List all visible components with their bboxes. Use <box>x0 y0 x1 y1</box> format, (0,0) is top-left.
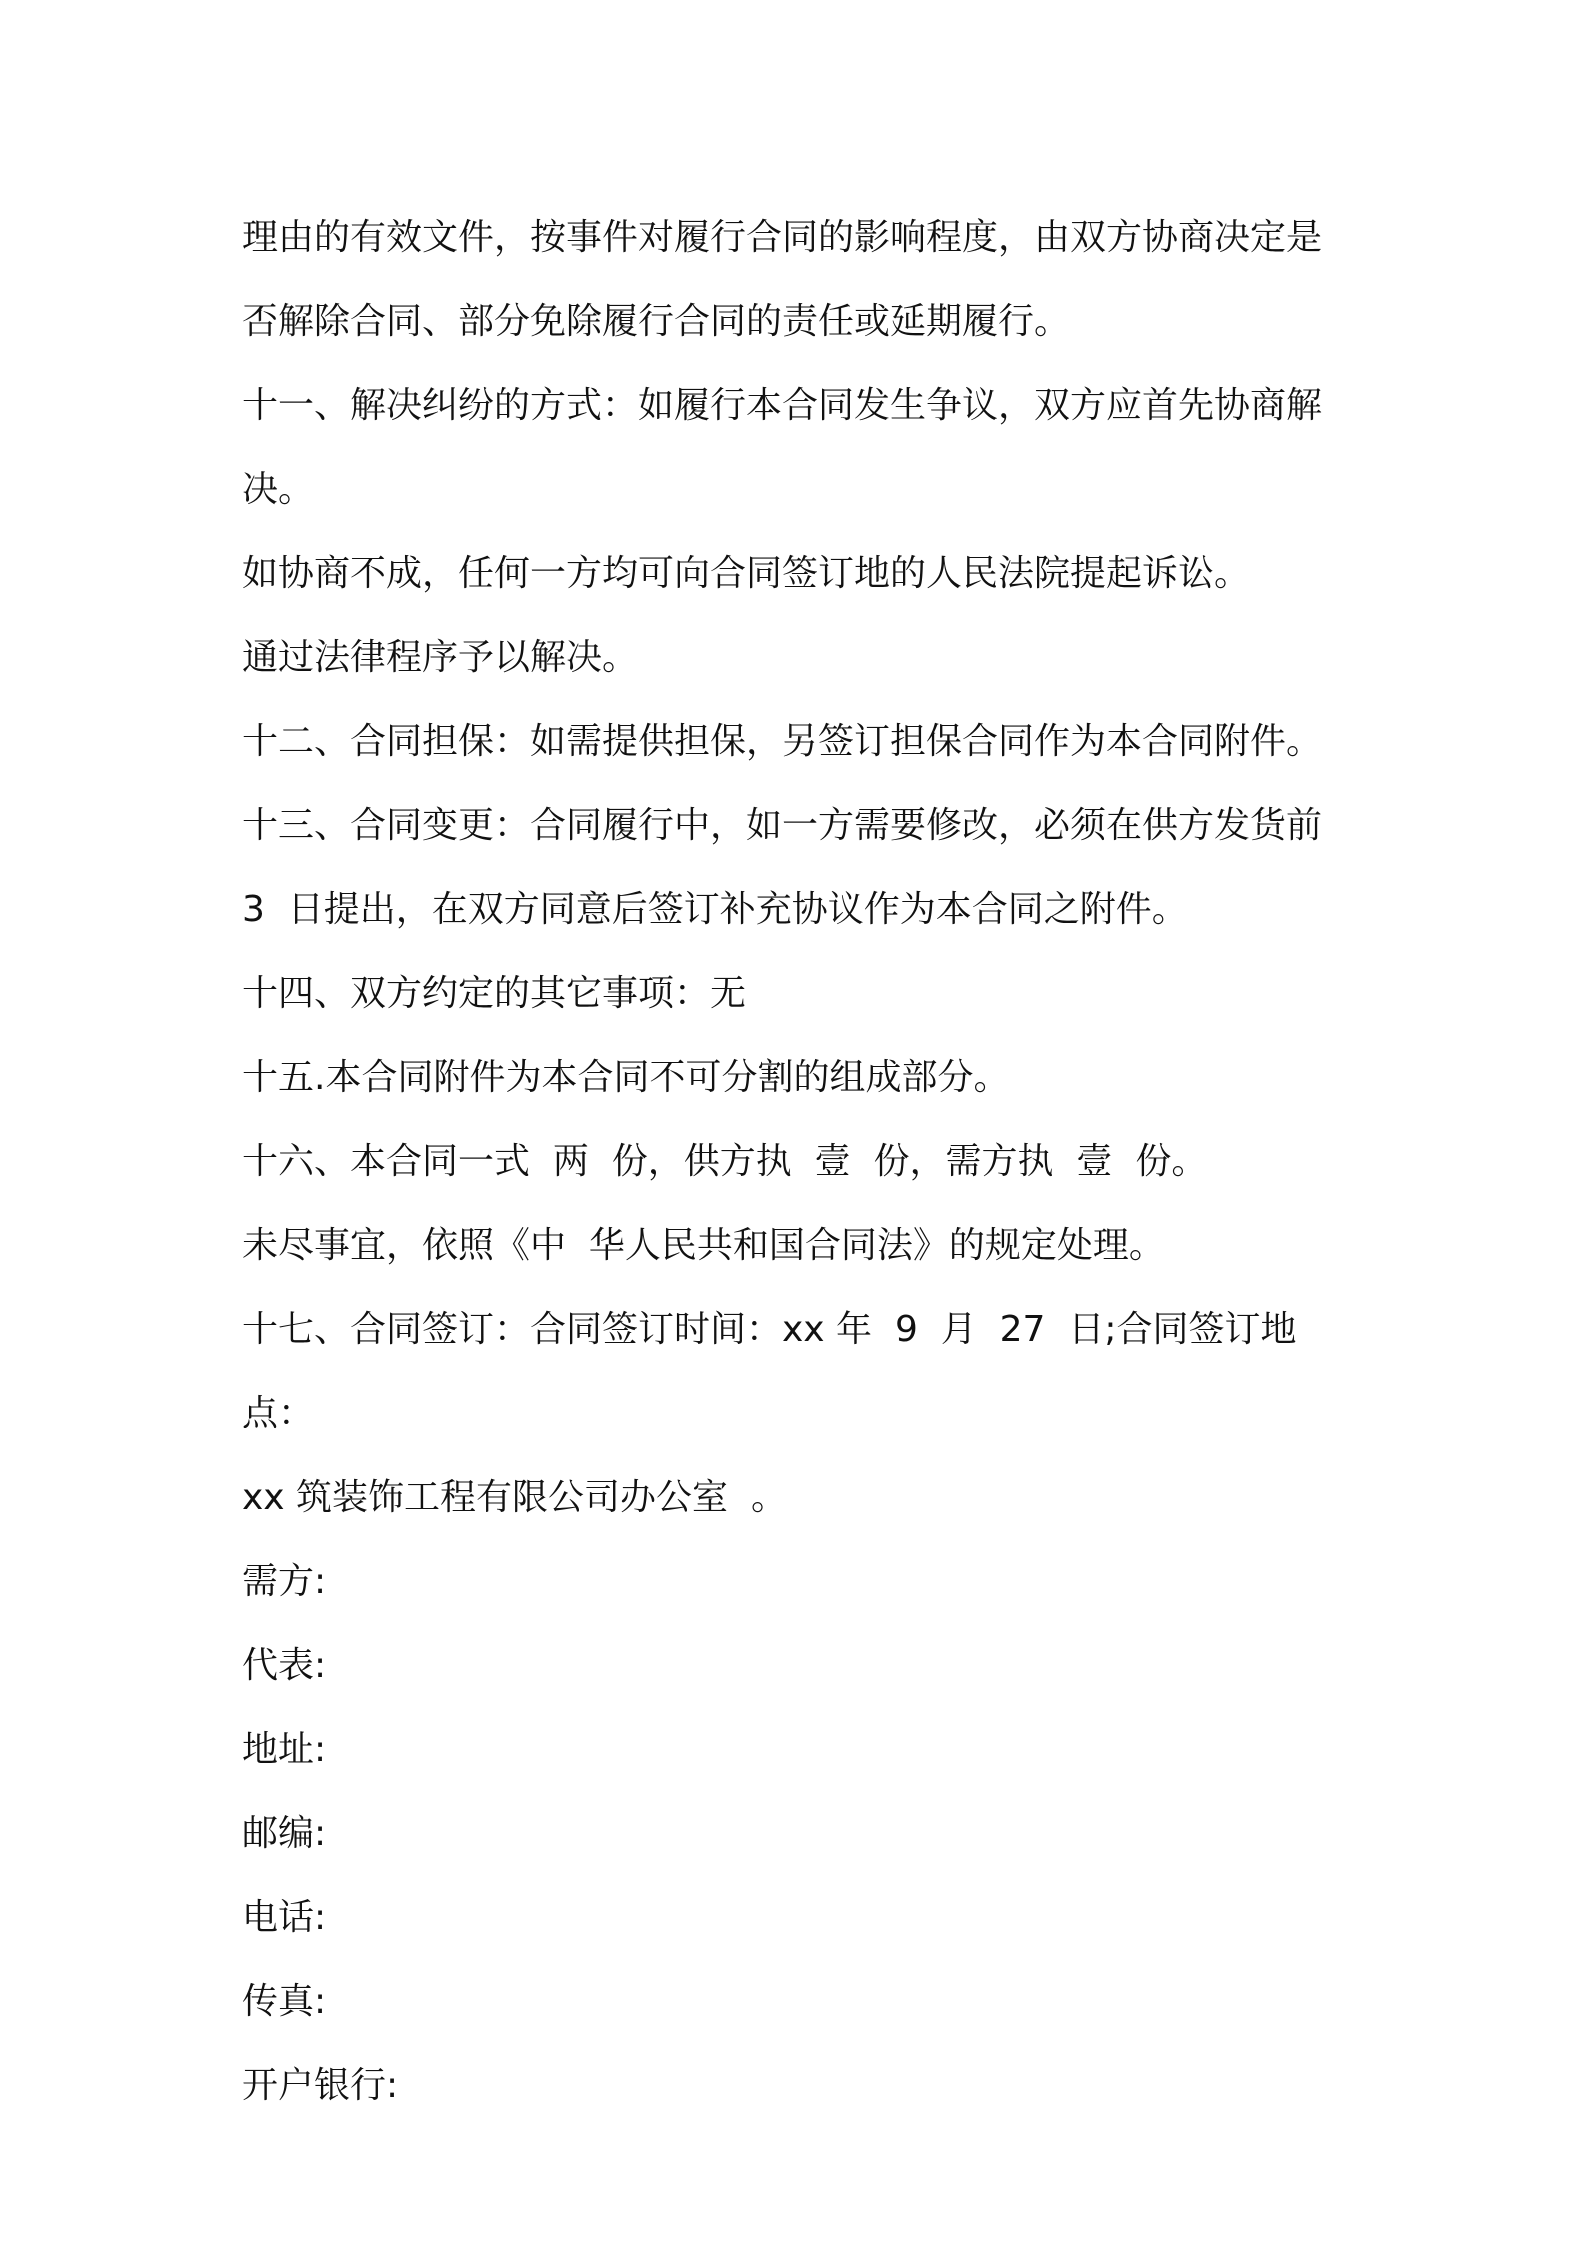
field-fax: 传真: <box>242 1981 327 2022</box>
field-representative: 代表: <box>242 1645 327 1686</box>
field-phone: 电话: <box>242 1897 327 1938</box>
clause-15-line: 十五.本合同附件为本合同不可分割的组成部分。 <box>242 1057 1010 1098</box>
field-postcode: 邮编: <box>242 1813 327 1854</box>
clause-13-line: 十三、合同变更：合同履行中，如一方需要修改，必须在供方发货前 <box>242 805 1323 846</box>
paragraph-line: 3 日提出，在双方同意后签订补充协议作为本合同之附件。 <box>242 889 1188 930</box>
field-buyer: 需方: <box>242 1561 327 1602</box>
clause-12-line: 十二、合同担保：如需提供担保，另签订担保合同作为本合同附件。 <box>242 721 1323 762</box>
paragraph-line: 理由的有效文件，按事件对履行合同的影响程度，由双方协商决定是 <box>242 217 1323 258</box>
document-body <box>242 196 1362 2128</box>
field-address: 地址: <box>242 1729 327 1770</box>
paragraph-line: 否解除合同、部分免除履行合同的责任或延期履行。 <box>242 301 1071 342</box>
field-bank: 开户银行: <box>242 2065 399 2106</box>
paragraph-line: xx 筑装饰工程有限公司办公室 。 <box>242 1477 787 1518</box>
clause-11-line: 十一、解决纠纷的方式：如履行本合同发生争议，双方应首先协商解 <box>242 385 1323 426</box>
clause-14-line: 十四、双方约定的其它事项：无 <box>242 973 747 1014</box>
clause-16-line: 十六、本合同一式 两 份，供方执 壹 份，需方执 壹 份。 <box>242 1141 1208 1182</box>
paragraph-line: 如协商不成，任何一方均可向合同签订地的人民法院提起诉讼。 <box>242 553 1251 594</box>
paragraph-line: 决。 <box>242 469 315 510</box>
paragraph-line: 未尽事宜，依照《中 华人民共和国合同法》的规定处理。 <box>242 1225 1165 1266</box>
clause-17-line: 十七、合同签订：合同签订时间：xx 年 9 月 27 日;合同签订地点： <box>242 1309 1297 1434</box>
paragraph-line: 通过法律程序予以解决。 <box>242 637 639 678</box>
